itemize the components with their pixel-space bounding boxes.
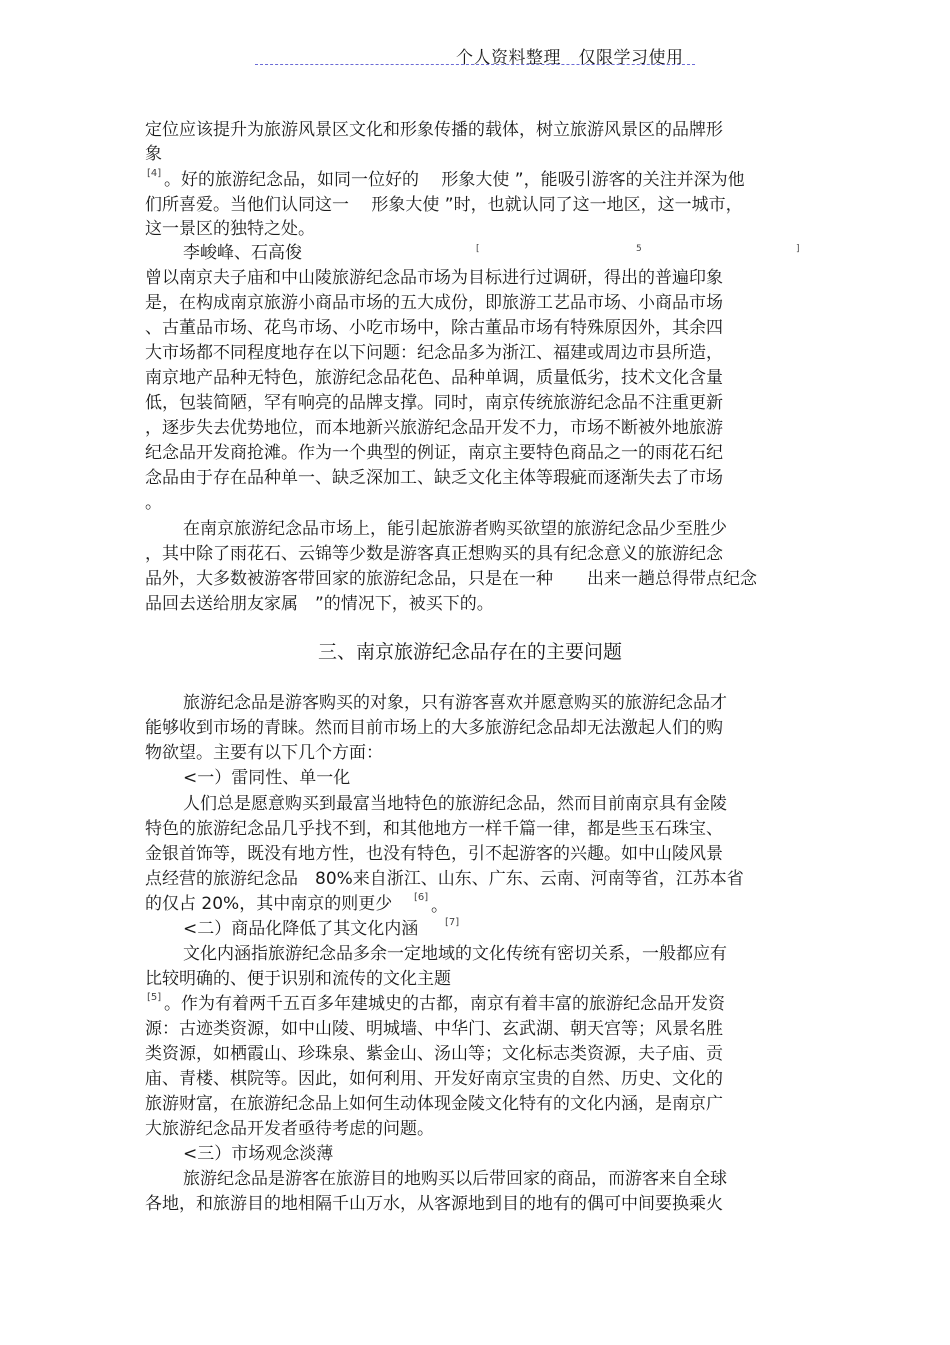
body-line: 比较明确的、便于识别和流传的文化主题 [145, 969, 451, 989]
body-line: 品回去送给朋友家属 ”的情况下，被买下的。 [145, 594, 494, 614]
body-line: 。 [145, 493, 162, 513]
body-line: 低，包装简陋，罕有响亮的品牌支撑。同时，南京传统旅游纪念品不注重更新 [145, 393, 723, 413]
citation-ref: [7] [445, 917, 460, 928]
subheading: <二）商品化降低了其文化内涵 [183, 919, 419, 939]
body-line: 特色的旅游纪念品几乎找不到，和其他地方一样千篇一律，都是些玉石珠宝、 [145, 819, 723, 839]
body-line: 人们总是愿意购买到最富当地特色的旅游纪念品，然而目前南京具有金陵 [183, 794, 727, 814]
citation-bracket-close: ] [796, 244, 800, 254]
body-line: 大旅游纪念品开发者亟待考虑的问题。 [145, 1119, 434, 1139]
body-line: 纪念品开发商抢滩。作为一个典型的例证，南京主要特色商品之一的雨花石纪 [145, 443, 723, 463]
body-line: 曾以南京夫子庙和中山陵旅游纪念品市场为目标进行过调研，得出的普遍印象 [145, 268, 723, 288]
body-line: 。作为有着两千五百多年建城史的古都，南京有着丰富的旅游纪念品开发资 [164, 994, 725, 1014]
body-line: 定位应该提升为旅游风景区文化和形象传播的载体，树立旅游风景区的品牌形 [145, 120, 723, 140]
page-header: 个人资料整理 仅限学习使用 [456, 48, 684, 68]
body-line: 这一景区的独特之处。 [145, 219, 315, 239]
body-line: ，其中除了雨花石、云锦等少数是游客真正想购买的具有纪念意义的旅游纪念 [145, 544, 723, 564]
subheading: <三）市场观念淡薄 [183, 1144, 334, 1164]
citation-ref: [5] [147, 992, 162, 1003]
body-line: 类资源，如栖霞山、珍珠泉、紫金山、汤山等；文化标志类资源，夫子庙、贡 [145, 1044, 723, 1064]
body-line: 物欲望。主要有以下几个方面： [145, 743, 383, 763]
subheading: <一）雷同性、单一化 [183, 768, 351, 788]
body-line: 是，在构成南京旅游小商品市场的五大成份，即旅游工艺品市场、小商品市场 [145, 293, 723, 313]
body-line: 在南京旅游纪念品市场上，能引起旅游者购买欲望的旅游纪念品少至胜少 [183, 519, 727, 539]
body-line: 象 [145, 144, 162, 164]
citation-ref: [6] [414, 892, 429, 903]
body-line: 能够收到市场的青睐。然而目前市场上的大多旅游纪念品却无法激起人们的购 [145, 718, 723, 738]
section-heading: 三、南京旅游纪念品存在的主要问题 [318, 641, 623, 663]
citation-number: 5 [636, 244, 642, 254]
body-line: 文化内涵指旅游纪念品多余一定地域的文化传统有密切关系，一般都应有 [183, 944, 727, 964]
body-line: 品外，大多数被游客带回家的旅游纪念品，只是在一种 出来一趟总得带点纪念 [145, 569, 757, 589]
body-line: ，逐步失去优势地位，而本地新兴旅游纪念品开发不力，市场不断被外地旅游 [145, 418, 723, 438]
body-line: 南京地产品种无特色，旅游纪念品花色、品种单调，质量低劣，技术文化含量 [145, 368, 723, 388]
citation-bracket-open: [ [476, 244, 480, 254]
body-line: 金银首饰等，既没有地方性，也没有特色，引不起游客的兴趣。如中山陵风景 [145, 844, 723, 864]
header-dashed-rule [255, 64, 695, 65]
body-line-author: 李峻峰、石高俊 [183, 243, 302, 263]
body-line: 旅游纪念品是游客购买的对象，只有游客喜欢并愿意购买的旅游纪念品才 [183, 693, 727, 713]
body-line: 旅游纪念品是游客在旅游目的地购买以后带回家的商品，而游客来自全球 [183, 1169, 727, 1189]
body-line: 旅游财富，在旅游纪念品上如何生动体现金陵文化特有的文化内涵，是南京广 [145, 1094, 723, 1114]
body-line: 。好的旅游纪念品，如同一位好的 形象大使 ”，能吸引游客的关注并深为他 [164, 170, 745, 190]
body-line: 们所喜爱。当他们认同这一 形象大使 ”时，也就认同了这一地区，这一城市， [145, 195, 743, 215]
body-line: 。 [431, 896, 448, 916]
body-line: 点经营的旅游纪念品 80%来自浙江、山东、广东、云南、河南等省，江苏本省 [145, 869, 744, 889]
body-line: 各地，和旅游目的地相隔千山万水，从客源地到目的地有的偶可中间要换乘火 [145, 1194, 723, 1214]
body-line: 念品由于存在品种单一、缺乏深加工、缺乏文化主体等瑕疵而逐渐失去了市场 [145, 468, 723, 488]
citation-ref: [4] [147, 168, 162, 179]
body-line: 的仅占 20%，其中南京的则更少 [145, 894, 393, 914]
body-line: 、古董品市场、花鸟市场、小吃市场中，除古董品市场有特殊原因外，其余四 [145, 318, 723, 338]
body-line: 源：古迹类资源，如中山陵、明城墙、中华门、玄武湖、朝天宫等；风景名胜 [145, 1019, 723, 1039]
body-line: 庙、青楼、棋院等。因此，如何利用、开发好南京宝贵的自然、历史、文化的 [145, 1069, 723, 1089]
body-line: 大市场都不同程度地存在以下问题：纪念品多为浙江、福建或周边市县所造， [145, 343, 723, 363]
